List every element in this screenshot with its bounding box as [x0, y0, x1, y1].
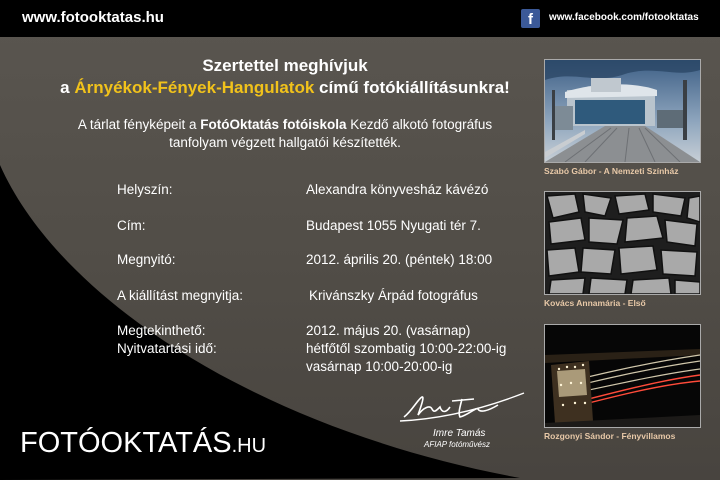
photo-national-theatre: [544, 59, 701, 163]
school-logo: [20, 427, 266, 460]
signature-title: AFIAP fotóművész: [424, 440, 490, 449]
viewable-label: Megtekinthető:: [117, 323, 206, 338]
photo-cracked-earth: [544, 191, 701, 295]
intro-line-1: [0, 117, 570, 132]
headline-suffix: című fotókiállításunkra!: [314, 78, 510, 97]
logo-main: FOTÓOKTATÁS: [20, 427, 232, 459]
location-label: Helyszín:: [117, 182, 173, 197]
headline-prefix: a: [60, 78, 75, 97]
address-label: Cím:: [117, 218, 146, 233]
hours-label: Nyitvatartási idő:: [117, 341, 217, 356]
school-name: FotóOktatás fotóiskola: [200, 117, 347, 132]
viewable-value: 2012. május 20. (vasárnap): [306, 323, 471, 338]
intro-line-2: tanfolyam végzett hallgatói készítették.: [169, 135, 401, 150]
intro-prefix: A tárlat fényképeit a: [77, 117, 201, 132]
photo-caption-3: Rozgonyi Sándor - Fényvillamos: [544, 431, 676, 441]
address-value: Budapest 1055 Nyugati tér 7.: [306, 218, 481, 233]
intro-suffix: Kezdő alkotó fotográfus: [346, 117, 493, 132]
site-url-link[interactable]: www.fotooktatas.hu: [22, 9, 164, 26]
photo-caption-1: Szabó Gábor - A Nemzeti Színház: [544, 166, 679, 176]
logo-suffix: .HU: [231, 435, 267, 457]
hours-value-weekdays: hétfőtől szombatig 10:00-22:00-ig: [306, 341, 507, 356]
facebook-icon[interactable]: f: [521, 9, 540, 28]
opening-label: Megnyitó:: [117, 252, 176, 267]
facebook-url-link[interactable]: www.facebook.com/fotooktatas: [549, 12, 699, 23]
location-value: Alexandra könyvesház kávézó: [306, 182, 489, 197]
exhibition-title: Árnyékok-Fények-Hangulatok: [74, 78, 315, 97]
photo-caption-2: Kovács Annamária - Első: [544, 298, 646, 308]
photo-light-tram: [544, 324, 701, 428]
opener-label: A kiállítást megnyitja:: [117, 288, 244, 303]
signature-name: Imre Tamás: [433, 428, 486, 439]
handwritten-signature: [398, 389, 528, 425]
hours-value-sunday: vasárnap 10:00-20:00-ig: [306, 359, 453, 374]
opener-value: Krivánszky Árpád fotográfus: [309, 288, 478, 303]
headline-line-2: [0, 78, 570, 98]
opening-value: 2012. április 20. (péntek) 18:00: [306, 252, 493, 267]
headline-line-1: Szertettel meghívjuk: [202, 56, 368, 75]
top-bar: [0, 0, 720, 37]
